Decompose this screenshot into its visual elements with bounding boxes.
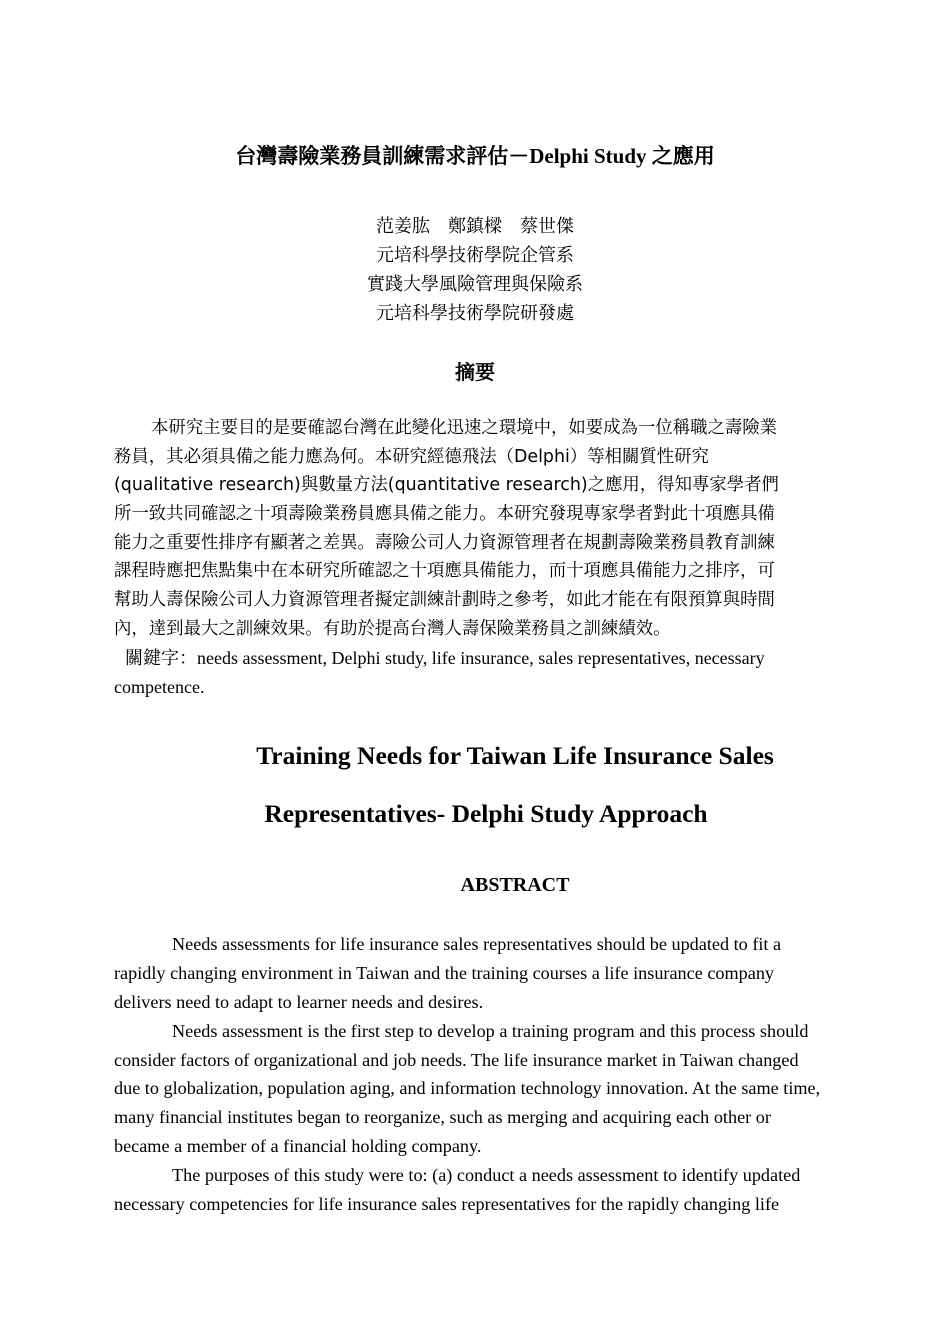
- chinese-abstract: [114, 414, 856, 644]
- author-block: [0, 212, 950, 328]
- author-affiliation: 元培科學技術學院企管系: [376, 245, 574, 265]
- abstract-line: Needs assessments for life insurance sales representatives should be updated to fit a: [172, 934, 782, 954]
- keywords-line: 關鍵字：needs assessment, Delphi study, life insurance, sales representatives, necessary: [125, 648, 765, 668]
- abstract-line: became a member of a financial holding company.: [114, 1136, 482, 1157]
- chinese-title: 台灣壽險業務員訓練需求評估－Delphi Study 之應用: [235, 144, 715, 168]
- chinese-abstract-heading: 摘要: [455, 362, 495, 384]
- abstract-line: delivers need to adapt to learner needs and desires.: [114, 991, 484, 1012]
- author-names: 范姜肱 鄭鎮樑 蔡世傑: [376, 216, 574, 236]
- english-title-line: Training Needs for Taiwan Life Insurance Sales: [256, 741, 774, 770]
- english-title-line: Representatives- Delphi Study Approach: [264, 799, 708, 828]
- abstract-line: due to globalization, population aging, and information technology innovation. At the same time,: [114, 1078, 821, 1099]
- keywords-line: competence.: [114, 677, 205, 697]
- abstract-line: consider factors of organizational and job needs. The life insurance market in Taiwan changed: [114, 1049, 799, 1070]
- abstract-line: (qualitative research)與數量方法(quantitative research)之應用，得知專家學者們: [114, 475, 779, 496]
- abstract-line: 務員，其必須具備之能力應為何。本研究經德飛法（Delphi）等相關質性研究: [114, 446, 709, 467]
- abstract-line: The purposes of this study were to: (a) conduct a needs assessment to identify updated: [172, 1165, 801, 1186]
- keywords: [114, 644, 856, 702]
- english-abstract-heading: ABSTRACT: [460, 874, 570, 896]
- abstract-line: 課程時應把焦點集中在本研究所確認之十項應具備能力，而十項應具備能力之排序，可: [114, 561, 775, 582]
- english-abstract: [114, 930, 864, 1219]
- abstract-line: 能力之重要性排序有顯著之差異。壽險公司人力資源管理者在規劃壽險業務員教育訓練: [114, 532, 775, 553]
- abstract-line: rapidly changing environment in Taiwan and the training courses a life insurance company: [114, 962, 775, 983]
- abstract-line: 所一致共同確認之十項壽險業務員應具備之能力。本研究發現專家學者對此十項應具備: [114, 504, 775, 525]
- abstract-line: 幫助人壽保險公司人力資源管理者擬定訓練計劃時之參考，如此才能在有限預算與時間: [114, 590, 775, 611]
- abstract-line: necessary competencies for life insurance sales representatives for the rapidly changing life: [114, 1194, 780, 1215]
- author-affiliation: 元培科學技術學院研發處: [376, 303, 574, 323]
- abstract-line: 內，達到最大之訓練效果。有助於提高台灣人壽保險業務員之訓練績效。: [114, 618, 671, 639]
- abstract-line: many financial institutes began to reorganize, such as merging and acquiring each other or: [114, 1107, 771, 1128]
- abstract-line: Needs assessment is the first step to develop a training program and this process should: [172, 1020, 809, 1041]
- author-affiliation: 實踐大學風險管理與保險系: [367, 274, 583, 294]
- abstract-line: 本研究主要目的是要確認台灣在此變化迅速之環境中，如要成為一位稱職之壽險業: [151, 418, 778, 438]
